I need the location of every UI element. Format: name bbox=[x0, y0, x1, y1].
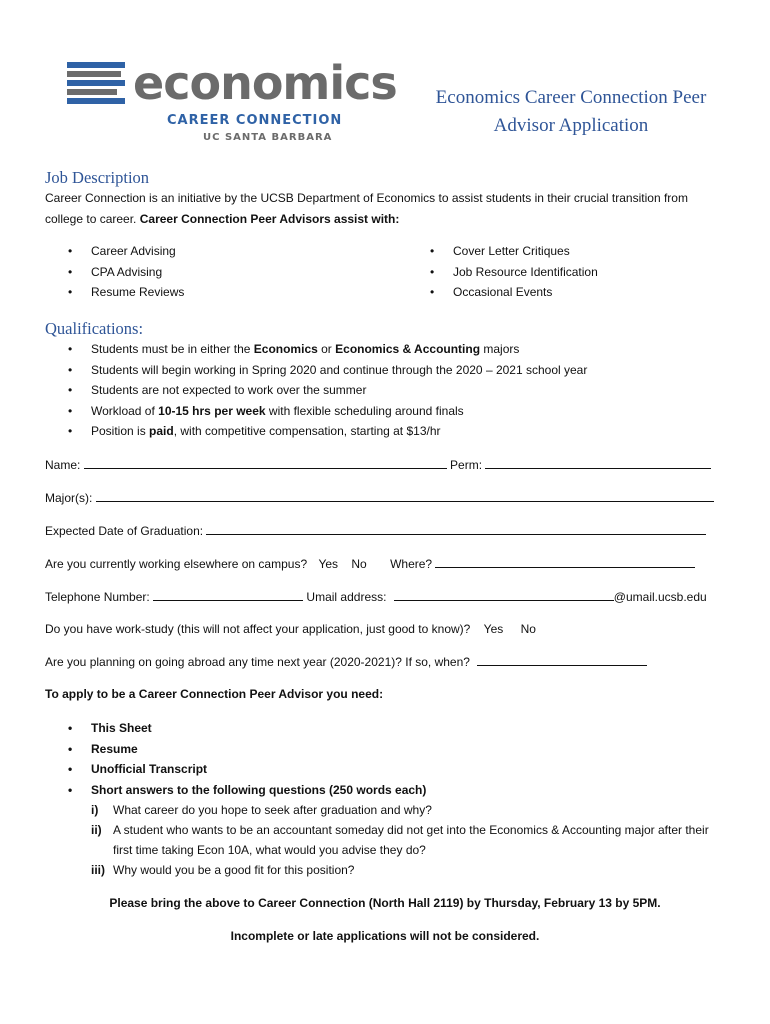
graduation-row: Expected Date of Graduation: bbox=[45, 523, 706, 538]
list-item: • Students are not expected to work over the summer bbox=[45, 380, 587, 401]
list-item: • Students will begin working in Spring 2020 and continue through the 2020 – 2021 school year bbox=[45, 360, 587, 381]
list-item: • Unofficial Transcript bbox=[45, 759, 426, 780]
logo-ucsb: UC SANTA BARBARA bbox=[203, 132, 333, 143]
job-description-heading: Job Description bbox=[45, 168, 150, 187]
list-item: • Workload of 10-15 hrs per week with flexible scheduling around finals bbox=[45, 401, 587, 422]
qualifications-heading: Qualifications: bbox=[45, 319, 144, 338]
workstudy-row: Do you have work-study (this will not affect your application, just good to know)? Yes No bbox=[45, 622, 536, 636]
working-row: Are you currently working elsewhere on campus? Yes No Where? bbox=[45, 556, 695, 571]
list-item: • Career Advising bbox=[45, 241, 184, 262]
perm-field[interactable] bbox=[485, 457, 711, 469]
question-item: iii) Why would you be a good fit for this position? bbox=[91, 863, 355, 877]
assist-list-right bbox=[407, 241, 598, 303]
major-row: Major(s): bbox=[45, 490, 714, 505]
apply-requirements-list bbox=[45, 718, 426, 800]
logo-career-connection: CAREER CONNECTION bbox=[167, 113, 343, 128]
list-item: • Occasional Events bbox=[407, 282, 598, 303]
graduation-field[interactable] bbox=[206, 523, 706, 535]
question-item: ii) A student who wants to be an accountant someday did not get into the Economics & Accounting major after their first time taking Econ 10A, what would you advise they do? bbox=[91, 823, 709, 857]
contact-row: Telephone Number: Umail address: @umail.ucsb.edu bbox=[45, 590, 707, 604]
workstudy-no-option[interactable]: No bbox=[520, 622, 536, 636]
abroad-field[interactable] bbox=[477, 654, 647, 666]
logo-wordmark: economics bbox=[133, 56, 397, 110]
job-description-text: Career Connection is an initiative by the UCSB Department of Economics to assist students in their crucial transition from college to career. Career Connection Peer Advisors assist with: bbox=[45, 191, 688, 226]
list-item: • Resume bbox=[45, 739, 426, 760]
working-yes-option[interactable]: Yes bbox=[318, 557, 339, 571]
telephone-field[interactable] bbox=[153, 589, 303, 601]
working-no-option[interactable]: No bbox=[351, 557, 367, 571]
list-item: • Job Resource Identification bbox=[407, 262, 598, 283]
deadline-notice: Incomplete or late applications will not be considered. bbox=[230, 929, 540, 943]
abroad-row: Are you planning on going abroad any time next year (2020-2021)? If so, when? bbox=[45, 654, 647, 669]
assist-list-left bbox=[45, 241, 184, 303]
where-field[interactable] bbox=[435, 556, 695, 568]
list-item: • This Sheet bbox=[45, 718, 426, 739]
list-item: • Students must be in either the Economics or Economics & Accounting majors bbox=[45, 339, 587, 360]
list-item: • Short answers to the following questions (250 words each) bbox=[45, 780, 426, 801]
list-item: • Cover Letter Critiques bbox=[407, 241, 598, 262]
document-title: Economics Career Connection Peer Advisor Application bbox=[435, 87, 707, 136]
submission-instructions: Please bring the above to Career Connection (North Hall 2119) by Thursday, February 13 by 5PM. bbox=[109, 896, 661, 910]
logo-stripes bbox=[67, 62, 125, 110]
list-item: • Position is paid, with competitive compensation, starting at $13/hr bbox=[45, 421, 587, 442]
list-item: • Resume Reviews bbox=[45, 282, 184, 303]
qualifications-list bbox=[45, 339, 587, 442]
workstudy-yes-option[interactable]: Yes bbox=[483, 622, 504, 636]
major-field[interactable] bbox=[96, 490, 714, 502]
umail-field[interactable] bbox=[394, 589, 614, 601]
name-field[interactable] bbox=[84, 457, 447, 469]
short-answer-questions bbox=[91, 800, 725, 880]
name-perm-row: Name: Perm: bbox=[45, 457, 711, 472]
list-item: • CPA Advising bbox=[45, 262, 184, 283]
apply-heading: To apply to be a Career Connection Peer Advisor you need: bbox=[45, 687, 384, 701]
question-item: i) What career do you hope to seek after graduation and why? bbox=[91, 803, 432, 817]
